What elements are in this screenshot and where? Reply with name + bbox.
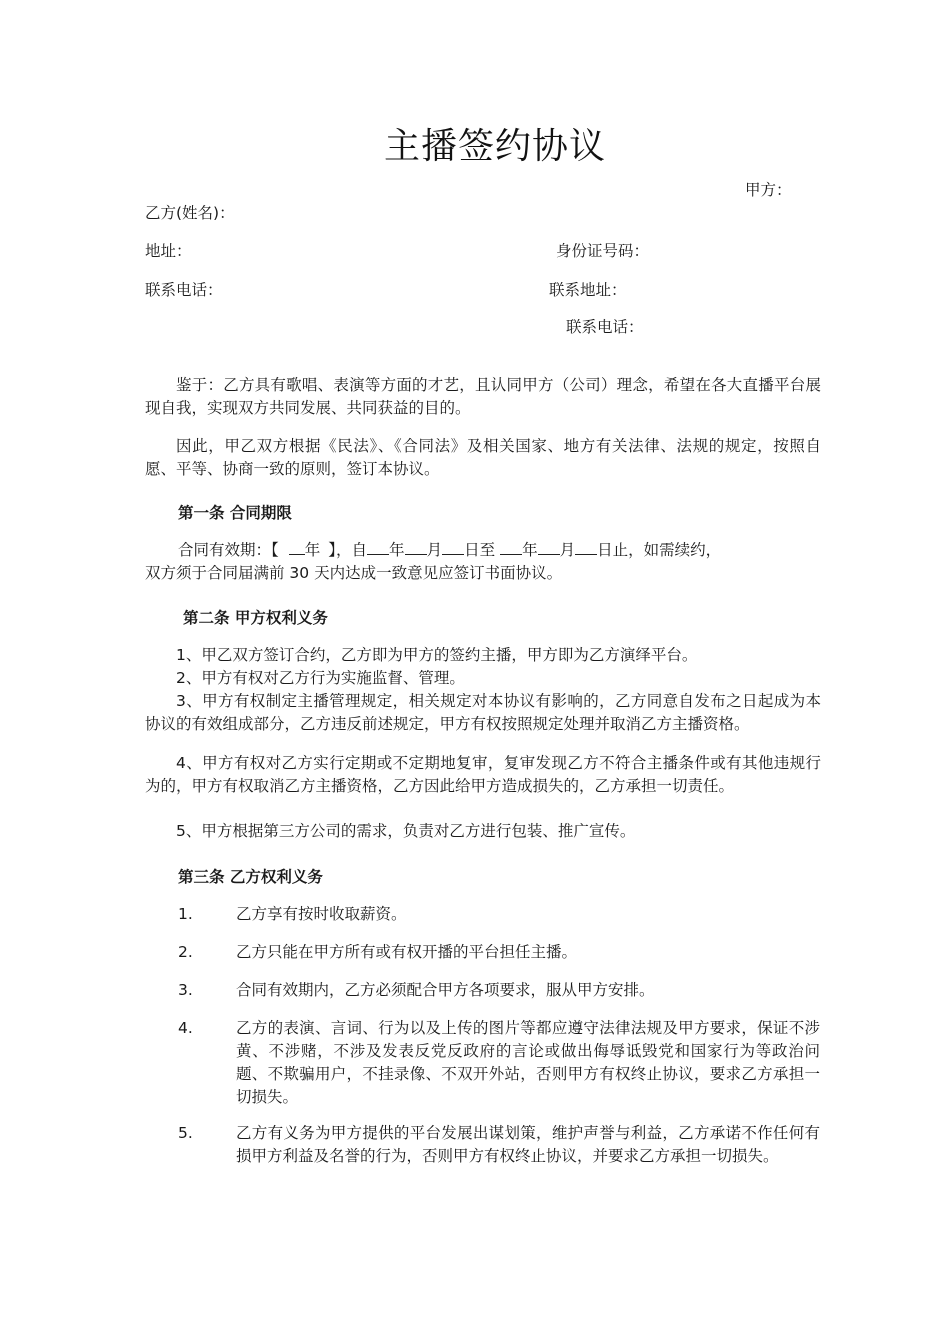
article-1-heading: 第一条 合同期限 [178, 504, 292, 522]
blank-field [575, 539, 597, 555]
article-1-term-line [178, 539, 721, 562]
term-start-month-unit: 月 [426, 541, 443, 559]
blank-field [405, 539, 427, 555]
term-suffix: 日止，如需续约， [597, 541, 722, 559]
article-2-item: 2、甲方有权对乙方行为实施监督、管理。 [176, 669, 465, 687]
term-prefix: 合同有效期：【 [178, 541, 279, 559]
article-3-item-number: 5. [178, 1124, 193, 1142]
contact-phone-label-2: 联系电话： [566, 318, 644, 336]
article-3-heading: 第三条 乙方权利义务 [178, 868, 323, 886]
address-label: 地址： [145, 242, 192, 260]
blank-field [500, 539, 522, 555]
article-3-item-text: 乙方享有按时收取薪资。 [236, 905, 407, 923]
article-2-item: 5、甲方根据第三方公司的需求，负责对乙方进行包装、推广宣传。 [176, 822, 636, 840]
article-1-term-line-2: 双方须于合同届满前 30 天内达成一致意见应签订书面协议。 [145, 564, 563, 582]
party-b-name-label: 乙方(姓名)： [145, 204, 235, 222]
contact-address-label: 联系地址： [549, 281, 627, 299]
term-end-year-unit: 年 [522, 541, 538, 559]
contact-phone-label: 联系电话： [145, 281, 223, 299]
article-3-item-text: 合同有效期内，乙方必须配合甲方各项要求，服从甲方安排。 [236, 981, 655, 999]
preamble-paragraph-1: 鉴于：乙方具有歌唱、表演等方面的才艺，且认同甲方（公司）理念，希望在各大直播平台展现自我，实现双方共同发展、共同获益的目的。 [145, 376, 821, 417]
article-3-item-text: 乙方有义务为甲方提供的平台发展出谋划策，维护声誉与利益，乙方承诺不作任何有损甲方利益及名誉的行为，否则甲方有权终止协议，并要求乙方承担一切损失。 [236, 1124, 820, 1165]
term-end-month-unit: 月 [559, 541, 576, 559]
blank-field [442, 539, 464, 555]
article-3-item-number: 2. [178, 943, 193, 961]
preamble-paragraph-2: 因此，甲乙双方根据《民法》、《合同法》及相关国家、地方有关法律、法规的规定，按照自愿、平等、协商一致的原则，签订本协议。 [145, 437, 821, 478]
article-3-item-text: 乙方的表演、言词、行为以及上传的图片等都应遵守法律法规及甲方要求，保证不涉黄、不涉赌，不涉及发表反党反政府的言论或做出侮辱诋毁党和国家行为等政治问题、不欺骗用户，不挂录像、不双开外站，否则甲方有权终止协议，要求乙方承担一切损失。 [236, 1019, 820, 1106]
id-number-label: 身份证号码： [556, 242, 650, 260]
article-3-item-number: 4. [178, 1019, 193, 1037]
article-3-item-number: 1. [178, 905, 193, 923]
article-2-item: 1、甲乙双方签订合约，乙方即为甲方的签约主播，甲方即为乙方演绎平台。 [176, 646, 698, 664]
article-2-item: 3、甲方有权制定主播管理规定，相关规定对本协议有影响的，乙方同意自发布之日起成为本协议的有效组成部分，乙方违反前述规定，甲方有权按照规定处理并取消乙方主播资格。 [145, 692, 821, 733]
blank-field [289, 539, 305, 555]
term-to: 日至 [464, 541, 496, 559]
article-3-item-number: 3. [178, 981, 193, 999]
article-3-item-text: 乙方只能在甲方所有或有权开播的平台担任主播。 [236, 943, 578, 961]
article-2-heading: 第二条 甲方权利义务 [183, 609, 328, 627]
term-year-unit: 年 [304, 541, 321, 559]
document-title: 主播签约协议 [383, 126, 606, 167]
blank-field [367, 539, 389, 555]
article-2-item: 4、甲方有权对乙方实行定期或不定期地复审，复审发现乙方不符合主播条件或有其他违规行为的，甲方有权取消乙方主播资格，乙方因此给甲方造成损失的，乙方承担一切责任。 [145, 754, 821, 795]
blank-field [538, 539, 560, 555]
term-from: 】，自 [328, 541, 368, 559]
party-a-label: 甲方： [745, 181, 792, 199]
term-start-year-unit: 年 [389, 541, 405, 559]
